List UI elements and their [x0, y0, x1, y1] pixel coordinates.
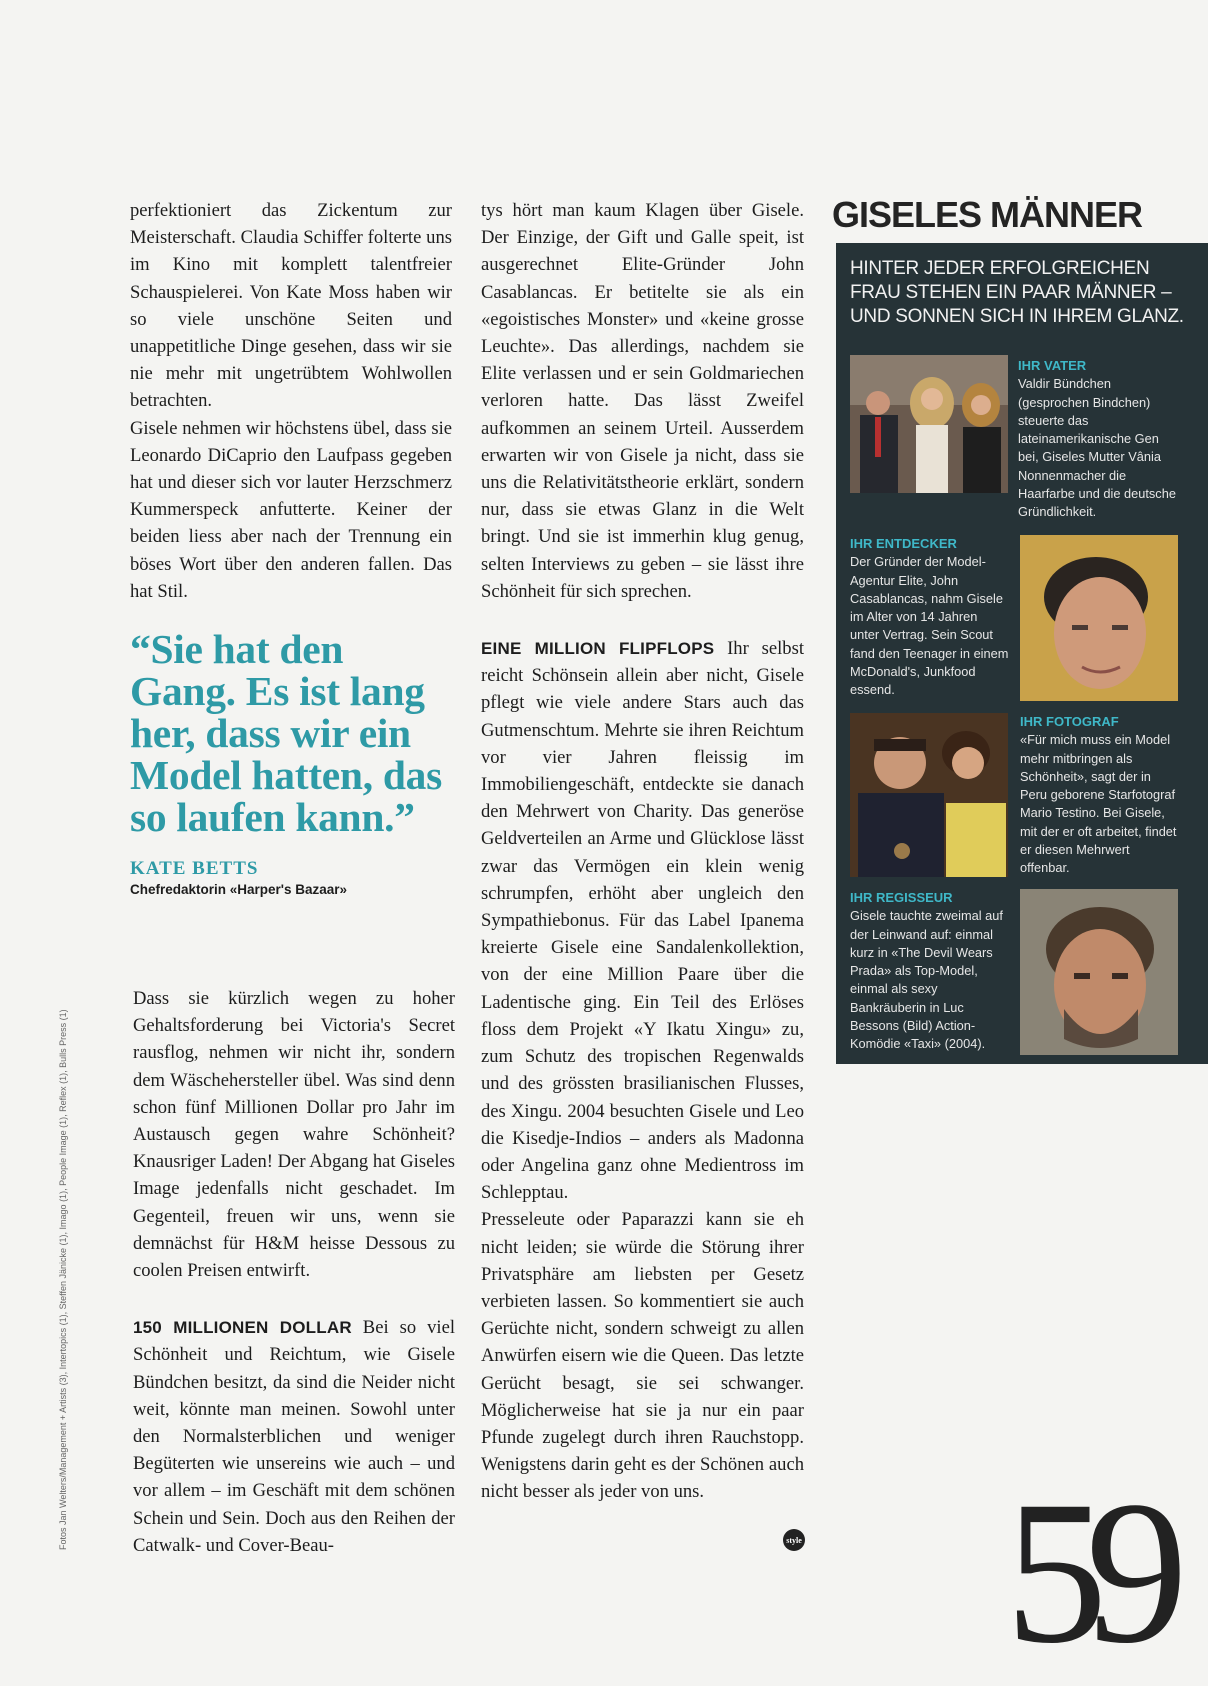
photo-mario-testino [850, 713, 1008, 877]
photo-john-casablancas [1020, 535, 1178, 701]
sidebar-subhead: HINTER JEDER ERFOLGREICHEN FRAU STEHEN EIN PAAR MÄNNER – UND SONNEN SICH IN IHREM GLANZ. [850, 258, 1184, 327]
sidebar-box [836, 243, 1208, 1064]
paragraph: Presseleute oder Paparazzi kann sie eh nicht leiden; sie würde die Störung ihrer Privatsphäre am liebsten per Gesetz verbieten lassen. So kommentiert sie auch Gerüchte nicht, sondern schweigt zu allen Anwürfen eisern wie die Queen. Das letzte Gerücht besagt, sie sei schwanger. Möglicherweise hat sie ja nur ein paar Pfunde zugelegt durch ihren Rauchstopp. Wenigstens darin geht es der Schönen auch nicht besser als jeder von uns. [481, 1209, 804, 1503]
quote-author-role: Chefredaktorin «Harper's Bazaar» [130, 882, 348, 897]
photo-credit: Fotos Jan Welters/Management + Artists (3), Intertopics (1), Steffen Jänicke (1), Imago (1), People Image (1), Reflex (1), Bulls Press (1) [58, 1009, 68, 1550]
paragraph: Gisele nehmen wir höchstens übel, dass sie Leonardo DiCaprio den Laufpass gegeben hat und dieser sich vor lauter Herzschmerz Kummerspeck anfutterte. Keiner der beiden liess aber nach der Trennung ein böses Wort über den anderen fallen. Das hat Stil. [130, 417, 452, 602]
entry-text: «Für mich muss ein Model mehr mitbringen als Schönheit», sagt der in Peru geborene Starfotograf Mario Testino. Bei Gisele, mit der er oft arbeitet, findet er diesen Mehrwert offenbar. [1020, 732, 1177, 876]
entry-text: Gisele tauchte zweimal auf der Leinwand auf: einmal kurz in «The Devil Wears Prada» als Top-Model, einmal als sexy Bankräuberin in Luc Bessons (Bild) Action-Komödie «Taxi» (2004). [850, 908, 1003, 1052]
entry-photographer [1020, 713, 1180, 878]
entry-discoverer [850, 535, 1010, 700]
entry-label: IHR ENTDECKER [850, 536, 957, 551]
paragraph: Dass sie kürzlich wegen zu hoher Gehaltsforderung bei Victoria's Secret rausflog, nehmen wir nicht ihr, sondern dem Wäschehersteller übel. Was sind denn schon fünf Millionen Dollar pro Jahr im Austausch gegen wahre Schönheit? Knausriger Laden! Der Abgang hat Giseles Image jedenfalls nicht geschadet. Im Gegenteil, freuen wir uns, wenn sie demnächst für H&M heisse Dessous zu coolen Preisen entwirft. [133, 988, 455, 1282]
article-column-1-top [130, 197, 452, 605]
paragraph-text: Bei so viel Schönheit und Reichtum, wie Gisele Bündchen besitzt, da sind die Neider nicht weit, könnte man meinen. Sowohl unter den Normalsterblichen und weniger Begüterten wie unsereins wie auch – und vor allem – im Geschäft mit dem schönen Schein und Sein. Doch aus den Reihen der Catwalk- und Cover-Beau- [133, 1317, 456, 1556]
photo-luc-besson-image [1020, 889, 1178, 1055]
paragraph [481, 635, 804, 1206]
style-logo-badge: style [783, 1529, 805, 1551]
section-heading: EINE MILLION FLIPFLOPS [481, 639, 715, 659]
entry-director [850, 889, 1010, 1054]
entry-text: Der Gründer der Model-Agentur Elite, John Casablancas, nahm Gisele im Alter von 14 Jahren unter Vertrag. Sein Scout fand den Teenager in einem McDonald's, Junkfood essend. [850, 554, 1009, 698]
sidebar-title: GISELES MÄNNER [832, 194, 1143, 235]
paragraph-text: Ihr selbst reicht Schönsein allein aber nicht, Gisele pflegt wie viele andere Stars auch das Gutmenschtum. Mehrte sie ihren Reichtum vor vier Jahren fleissig im Immobiliengeschäft, entdeckte sie danach den Mehrwert von Charity. Das generöse Geldverteilen an Arme und Glücklose lässt zwar das Vermögen ein klein wenig schrumpfen, erhöht aber ungleich den Sympathiebonus. Für das Label Ipanema kreierte Gisele eine Sandalenkollektion, von der eine Million Paare über die Ladentische ging. Ein Teil des Erlöses floss dem Projekt «Y Ikatu Xingu» zu, zum Schutz des tropischen Regenwalds und des grössten brasilianischen Flusses, des Xingu. 2004 besuchten Gisele und Leo die Kisedje-Indios – anders als Madonna oder Angelina ganz ohne Medientross im Schlepptau. [481, 638, 804, 1204]
entry-label: IHR VATER [1018, 358, 1087, 373]
article-column-2 [481, 197, 804, 1506]
section-heading: 150 MILLIONEN DOLLAR [133, 1318, 352, 1338]
article-column-1-bottom [133, 985, 455, 1559]
photo-mario-testino-image [850, 713, 1008, 877]
paragraph [133, 1314, 455, 1559]
entry-father [1018, 357, 1178, 522]
quote-text: “Sie hat den Gang. Es ist lang her, dass wir ein Model hatten, das so laufen kann.” [130, 626, 442, 840]
paragraph: tys hört man kaum Klagen über Gisele. Der Einzige, der Gift und Galle speit, ist ausgerechnet Elite-Gründer John Casablancas. Er betitelte sie als ein «egoistisches Monster» und «keine grosse Leuchte». Das allerdings, nachdem sie Elite verlassen und er sein Goldmariechen verloren hatte. Das lässt Zweifel aufkommen an seinem Urteil. Ausserdem erwarten wir von Gisele ja nicht, dass sie uns die Relativitätstheorie erklärt, sondern nur, dass sie etwas Glanz in die Welt bringt. Und sie ist immerhin klug genug, selten Interviews zu geben – sie lässt ihre Schönheit für sich sprechen. [481, 200, 804, 602]
paragraph: perfektioniert das Zickentum zur Meisterschaft. Claudia Schiffer folterte uns im Kino mit komplett talentfreier Schauspielerei. Von Kate Moss haben wir so viele unschöne Seiten und unappetitliche Dinge gesehen, dass wir sie nie mehr mit ungetrübtem Wohlwollen betrachten. [130, 200, 452, 412]
photo-john-casablancas-image [1020, 535, 1178, 701]
photo-luc-besson [1020, 889, 1178, 1055]
entry-label: IHR FOTOGRAF [1020, 714, 1119, 729]
photo-father-family [850, 355, 1008, 493]
quote-author: KATE BETTS [130, 858, 259, 879]
page-number: 59 [1005, 1459, 1166, 1686]
entry-text: Valdir Bündchen (gesprochen Bindchen) steuerte das lateinamerikanische Gen bei, Giseles Mutter Vânia Nonnenmacher die Haarfarbe und die deutsche Gründlichkeit. [1018, 376, 1176, 520]
photo-father-family-image [850, 355, 1008, 493]
entry-label: IHR REGISSEUR [850, 890, 953, 905]
pull-quote [130, 628, 450, 897]
